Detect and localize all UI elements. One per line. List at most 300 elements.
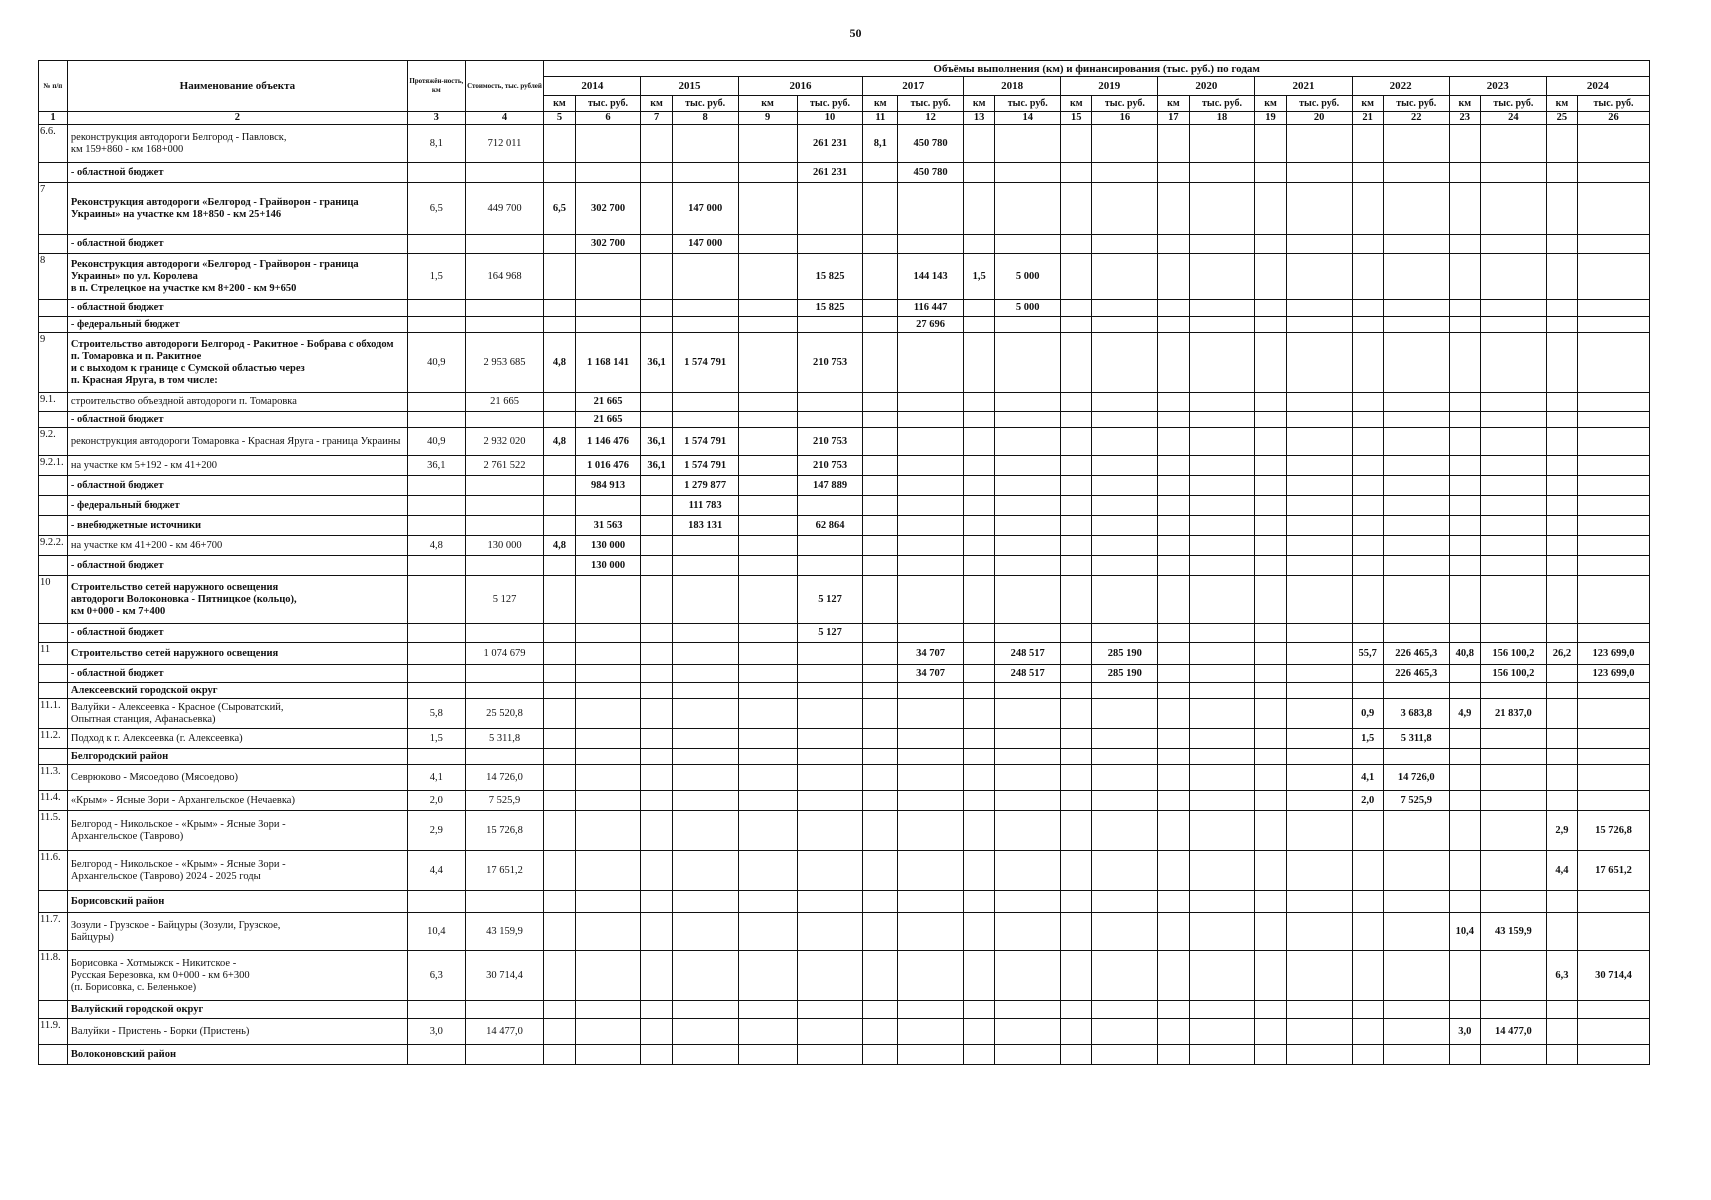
rub-cell [1189,765,1255,791]
rub-cell [995,163,1061,183]
km-cell [863,643,898,665]
km-cell [964,456,995,476]
column-number: 18 [1189,112,1255,125]
column-number: 11 [863,112,898,125]
rub-cell [1189,811,1255,851]
rub-cell: 31 563 [575,516,641,536]
km-cell [1352,624,1383,643]
km-cell [1255,851,1286,891]
km-cell [738,536,797,556]
rub-cell [575,699,641,729]
km-cell [1158,333,1189,393]
rub-cell [1480,428,1546,456]
year-header: 2022 [1352,77,1449,96]
rub-cell [1286,183,1352,235]
km-cell [641,811,672,851]
cost-cell [465,683,544,699]
km-cell [641,235,672,254]
rub-cell [797,811,863,851]
length-cell [407,665,465,683]
row-number: 9.2. [39,428,68,456]
km-cell [1255,183,1286,235]
km-cell [544,125,575,163]
rub-cell [1480,1045,1546,1065]
km-cell [1449,317,1480,333]
km-cell [964,556,995,576]
length-cell: 1,5 [407,729,465,749]
rub-cell [1480,624,1546,643]
km-cell [1158,1001,1189,1019]
rub-cell [898,699,964,729]
table-header [39,61,1650,125]
column-number: 13 [964,112,995,125]
rub-cell [1383,624,1449,643]
length-cell: 10,4 [407,913,465,951]
rub-cell: 248 517 [995,665,1061,683]
km-cell [1449,556,1480,576]
rub-cell [1480,317,1546,333]
rub-cell [1092,576,1158,624]
column-number: 3 [407,112,465,125]
rub-cell [1189,665,1255,683]
km-cell [1449,791,1480,811]
rub-cell [1578,729,1650,749]
rub-cell [1383,683,1449,699]
km-cell [1546,393,1577,412]
km-cell [1158,1045,1189,1065]
rub-cell [1092,516,1158,536]
rub-cell: 17 651,2 [1578,851,1650,891]
km-cell [1546,516,1577,536]
rub-cell [898,496,964,516]
km-cell [738,683,797,699]
km-cell [544,851,575,891]
km-cell [544,254,575,300]
row-number [39,891,68,913]
rub-cell [1189,576,1255,624]
rub-cell [1578,765,1650,791]
rub-cell [995,749,1061,765]
km-cell: 36,1 [641,333,672,393]
km-cell [1158,891,1189,913]
rub-cell: 43 159,9 [1480,913,1546,951]
km-cell [964,163,995,183]
rub-cell [1480,729,1546,749]
rub-cell [995,456,1061,476]
cost-cell: 164 968 [465,254,544,300]
km-cell [964,765,995,791]
rub-cell [1092,456,1158,476]
km-cell [544,891,575,913]
km-cell [544,665,575,683]
rub-cell [1189,428,1255,456]
rub-cell [1383,913,1449,951]
rub-cell [1480,496,1546,516]
km-cell [863,496,898,516]
object-name: - областной бюджет [67,665,407,683]
rub-cell: 210 753 [797,333,863,393]
rub-cell: 450 780 [898,125,964,163]
km-cell [1546,624,1577,643]
rub-cell [797,643,863,665]
rub-cell [898,1045,964,1065]
km-cell [1255,913,1286,951]
km-cell [544,951,575,1001]
rub-cell [995,412,1061,428]
km-cell [1061,765,1092,791]
km-cell [1061,476,1092,496]
length-cell: 2,0 [407,791,465,811]
length-cell [407,1001,465,1019]
rub-cell [995,1019,1061,1045]
rub-cell [898,333,964,393]
rub-cell [672,891,738,913]
km-cell [863,791,898,811]
km-cell [863,851,898,891]
km-cell [1061,576,1092,624]
km-cell [1061,393,1092,412]
rub-cell [995,516,1061,536]
rub-cell: 156 100,2 [1480,643,1546,665]
km-cell [964,317,995,333]
rub-cell [1286,428,1352,456]
km-cell [1061,891,1092,913]
km-cell [1449,765,1480,791]
rub-cell [672,643,738,665]
rub-cell [1383,1019,1449,1045]
km-cell [738,765,797,791]
km-cell [1255,254,1286,300]
km-cell [863,235,898,254]
rub-cell [1189,412,1255,428]
km-cell [544,576,575,624]
rub-cell [1578,163,1650,183]
rub-cell [1189,1019,1255,1045]
rub-cell [1189,183,1255,235]
unit-rub-header: тыс. руб. [1383,96,1449,112]
rub-cell [1092,851,1158,891]
rub-cell: 156 100,2 [1480,665,1546,683]
rub-cell [1189,125,1255,163]
rub-cell [1092,791,1158,811]
table-row [39,765,1650,791]
column-number: 8 [672,112,738,125]
length-cell [407,643,465,665]
rub-cell [1578,496,1650,516]
rub-cell [1092,476,1158,496]
rub-cell [1189,536,1255,556]
column-number: 20 [1286,112,1352,125]
rub-cell [1286,851,1352,891]
rub-cell [1578,333,1650,393]
table-row [39,665,1650,683]
rub-cell [1189,1045,1255,1065]
cost-cell [465,496,544,516]
km-cell [1546,791,1577,811]
km-cell [1546,913,1577,951]
table-row [39,791,1650,811]
rub-cell [1383,811,1449,851]
km-cell [1255,729,1286,749]
rub-cell [797,891,863,913]
rub-cell: 144 143 [898,254,964,300]
table-row [39,254,1650,300]
rub-cell [1092,1001,1158,1019]
rub-cell [575,1019,641,1045]
km-cell [1546,749,1577,765]
rub-cell [1189,729,1255,749]
rub-cell [898,516,964,536]
rub-cell [995,624,1061,643]
km-cell [1546,729,1577,749]
km-cell [738,699,797,729]
km-cell [863,1001,898,1019]
rub-cell [672,665,738,683]
object-name: - областной бюджет [67,163,407,183]
rub-cell [672,1019,738,1045]
km-cell [1255,951,1286,1001]
km-cell [738,851,797,891]
cost-cell: 30 714,4 [465,951,544,1001]
rub-cell [1092,683,1158,699]
km-cell [1352,1019,1383,1045]
rub-cell [1286,476,1352,496]
km-cell [1061,412,1092,428]
km-cell [964,333,995,393]
rub-cell [1480,163,1546,183]
row-number: 10 [39,576,68,624]
rub-cell [1286,729,1352,749]
km-cell [1158,476,1189,496]
object-name: «Крым» - Ясные Зори - Архангельское (Нечаевка) [67,791,407,811]
cost-cell [465,476,544,496]
km-cell [1158,183,1189,235]
object-name: на участке км 41+200 - км 46+700 [67,536,407,556]
km-cell [1061,791,1092,811]
km-cell [544,643,575,665]
km-cell [1546,1001,1577,1019]
km-cell [738,729,797,749]
km-cell [1061,125,1092,163]
cost-cell: 712 011 [465,125,544,163]
rub-cell [575,891,641,913]
length-cell [407,516,465,536]
rub-cell [898,729,964,749]
object-name: Валуйки - Алексеевка - Красное (Сыроватский, Опытная станция, Афанасьевка) [67,699,407,729]
km-cell [1158,393,1189,412]
km-cell [641,1045,672,1065]
cost-cell [465,624,544,643]
row-number: 11.9. [39,1019,68,1045]
table-row [39,891,1650,913]
table-row [39,235,1650,254]
km-cell [544,163,575,183]
row-number [39,1045,68,1065]
km-cell [544,749,575,765]
length-cell [407,624,465,643]
km-cell [641,729,672,749]
rub-cell [672,683,738,699]
km-cell [738,643,797,665]
rub-cell: 123 699,0 [1578,643,1650,665]
km-cell [863,333,898,393]
rub-cell [1092,428,1158,456]
rub-cell [672,951,738,1001]
km-cell [1546,536,1577,556]
km-cell [1255,699,1286,729]
rub-cell [898,556,964,576]
km-cell [863,683,898,699]
table-row [39,333,1650,393]
km-cell [544,683,575,699]
km-cell [738,624,797,643]
rub-cell [672,851,738,891]
km-cell [1546,125,1577,163]
km-cell [1158,624,1189,643]
row-number [39,317,68,333]
rub-cell [1480,254,1546,300]
rub-cell [672,576,738,624]
rub-cell [1286,235,1352,254]
km-cell [1061,913,1092,951]
length-cell [407,393,465,412]
km-cell [1158,576,1189,624]
rub-cell [1480,749,1546,765]
km-cell [964,536,995,556]
km-cell [1352,428,1383,456]
rub-cell [1480,536,1546,556]
km-cell [1546,428,1577,456]
rub-cell [1286,665,1352,683]
table-row [39,624,1650,643]
length-cell [407,235,465,254]
rub-cell [1286,576,1352,624]
km-cell [738,496,797,516]
km-cell [1061,683,1092,699]
km-cell [1061,749,1092,765]
rub-cell [672,125,738,163]
rub-cell [1578,476,1650,496]
km-cell [1061,317,1092,333]
column-number: 2 [67,112,407,125]
km-cell [1061,1001,1092,1019]
rub-cell [1383,163,1449,183]
rub-cell [1092,393,1158,412]
km-cell [964,891,995,913]
cost-cell [465,749,544,765]
km-cell [738,393,797,412]
row-number: 9 [39,333,68,393]
rub-cell [898,811,964,851]
column-number: 26 [1578,112,1650,125]
object-name: Строительство автодороги Белгород - Ракитное - Бобрава с обходом п. Томаровка и п. Ракитное и с выходом к границе с Сумской областью через п. Красная Яруга, в том числе: [67,333,407,393]
km-cell [544,393,575,412]
rub-cell [797,729,863,749]
object-name: Севрюково - Мясоедово (Мясоедово) [67,765,407,791]
km-cell [641,536,672,556]
km-cell [1546,891,1577,913]
rub-cell: 248 517 [995,643,1061,665]
rub-cell [1092,556,1158,576]
rub-cell [995,791,1061,811]
rub-cell [1189,699,1255,729]
km-cell [964,183,995,235]
cost-cell [465,891,544,913]
rub-cell [797,393,863,412]
km-cell [544,913,575,951]
km-cell [863,576,898,624]
financing-table [38,60,1650,1065]
km-cell [1061,624,1092,643]
km-cell [1255,456,1286,476]
cost-cell: 1 074 679 [465,643,544,665]
rub-cell [672,163,738,183]
rub-cell [1286,643,1352,665]
km-cell [1449,393,1480,412]
rub-cell [995,699,1061,729]
km-cell [1158,791,1189,811]
table-row [39,913,1650,951]
rub-cell [1189,393,1255,412]
rub-cell: 1 279 877 [672,476,738,496]
km-cell: 1,5 [964,254,995,300]
table-row [39,183,1650,235]
km-cell [544,699,575,729]
km-cell [1352,951,1383,1001]
rub-cell [797,699,863,729]
km-cell [863,749,898,765]
rub-cell [1480,891,1546,913]
km-cell: 55,7 [1352,643,1383,665]
km-cell [641,749,672,765]
unit-rub-header: тыс. руб. [672,96,738,112]
rub-cell [1092,749,1158,765]
object-name: Строительство сетей наружного освещения [67,643,407,665]
rub-cell [672,412,738,428]
length-cell [407,317,465,333]
km-cell [964,1045,995,1065]
rub-cell: 1 146 476 [575,428,641,456]
rub-cell [898,536,964,556]
table-row [39,683,1650,699]
rub-cell [1578,428,1650,456]
length-cell [407,412,465,428]
table-row [39,556,1650,576]
table-row [39,393,1650,412]
km-cell [1158,699,1189,729]
rub-cell [1286,951,1352,1001]
rub-cell: 984 913 [575,476,641,496]
rub-cell [1578,183,1650,235]
km-cell [964,576,995,624]
unit-km-header: км [964,96,995,112]
km-cell [863,891,898,913]
rub-cell [797,665,863,683]
rub-cell [1383,183,1449,235]
object-name: Реконструкция автодороги «Белгород - Грайворон - граница Украины» по ул. Королева в п. Стрелецкое на участке км 8+200 - км 9+650 [67,254,407,300]
km-cell [738,125,797,163]
cost-cell: 2 953 685 [465,333,544,393]
length-cell [407,163,465,183]
km-cell [641,516,672,536]
rub-cell [1092,811,1158,851]
row-number: 11.2. [39,729,68,749]
rub-cell: 147 000 [672,235,738,254]
km-cell [1352,556,1383,576]
km-cell [1352,683,1383,699]
rub-cell [1578,536,1650,556]
km-cell [1546,1045,1577,1065]
